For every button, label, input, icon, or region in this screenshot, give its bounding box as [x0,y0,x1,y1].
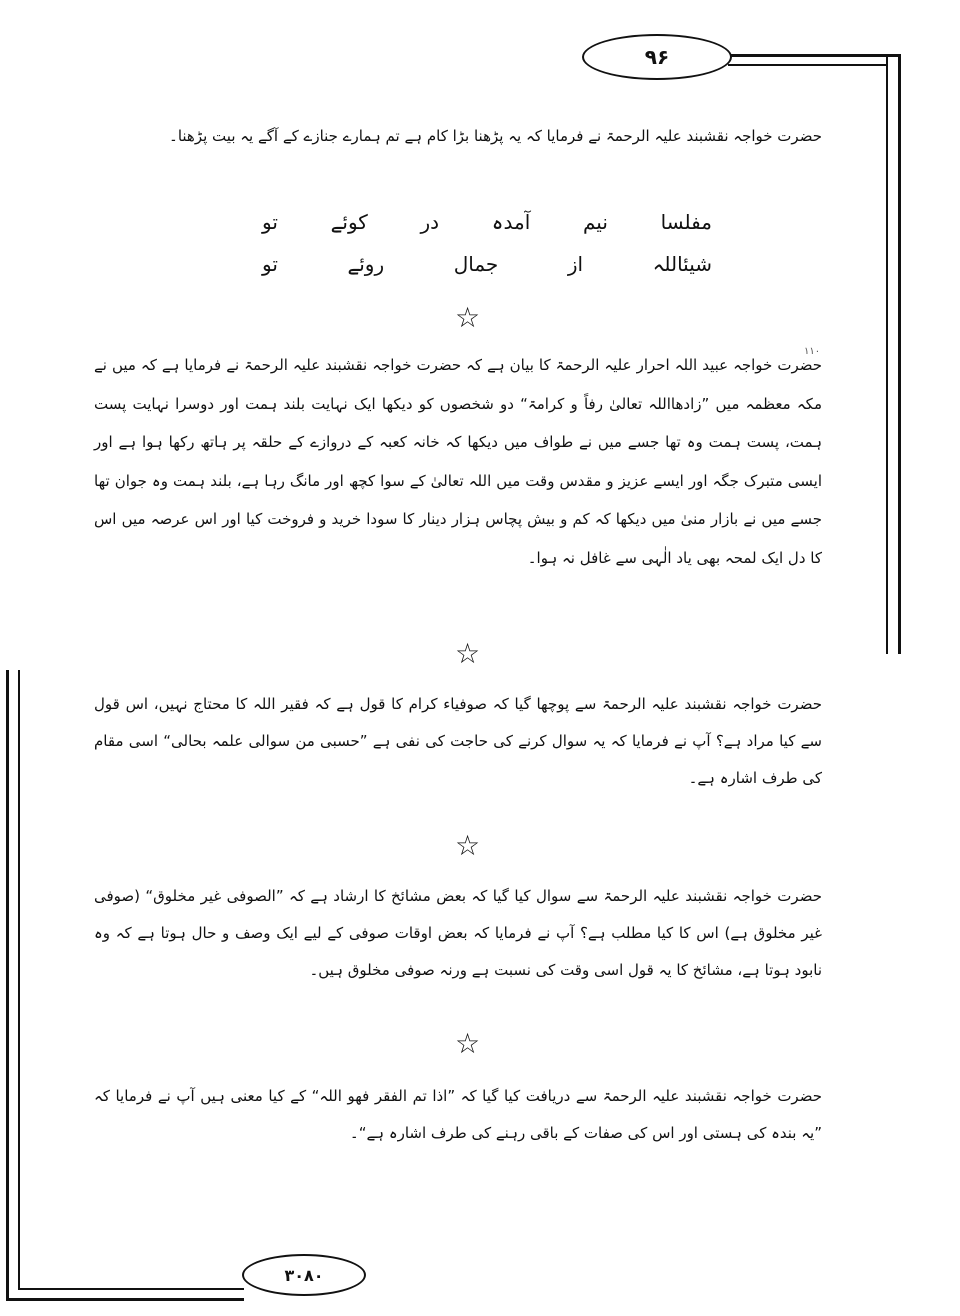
paragraph-3: حضرت خواجہ نقشبند علیہ الرحمۃ سے پوچھا گیا کہ صوفیاء کرام کا قول ہے کہ فقیر اللہ کا محتاج نہیں، اس قول سے کیا مراد ہے؟ آپ نے فرمایا کہ یہ سوال کرنے کی حاجت کی نفی ہے ”حسبی من سوالی علمہ بحالی“ اسی مقام کی طرف اشارہ ہے۔ [94,695,822,787]
verse-word: تو [262,210,278,234]
verse-line-1 [262,210,712,234]
page-number-badge [582,34,732,80]
frame-left-inner [18,670,20,1290]
verse-word: آمدہ [491,210,531,234]
star-separator-icon: ☆ [455,1027,481,1060]
star-separator-icon: ☆ [455,301,481,334]
verse-word: روئے [347,252,385,276]
footer-badge [242,1254,366,1296]
frame-left-outer [6,670,9,1300]
paragraph-4: حضرت خواجہ نقشبند علیہ الرحمۃ سے سوال کیا گیا کہ بعض مشائخ کا ارشاد ہے کہ ”الصوفی غیر مخلوق“ (صوفی غیر مخلوق ہے) اس کا کیا مطلب ہے؟ آپ نے فرمایا کہ بعض اوقات صوفی کے لیے ایک وصف و حال ہوتا ہے کہ وہ نابود ہوتا ہے، مشائخ کا یہ قول اسی وقت کی نسبت ہے ورنہ صوفی مخلوق ہیں۔ [94,887,822,979]
paragraph-1: حضرت خواجہ نقشبند علیہ الرحمۃ نے فرمایا کہ یہ پڑھنا بڑا کام ہے تم ہمارے جنازے کے آگے یہ بیت پڑھنا۔ [169,127,822,145]
verse-word: از [567,252,584,276]
verse-word: مفلسا [660,210,712,234]
verse-word: تو [262,252,278,276]
verse-word: کوئے [330,210,368,234]
frame-top-line-inner [728,64,888,66]
frame-right-outer [898,54,901,654]
verse-word: جمال [453,252,499,276]
star-separator-icon: ☆ [455,637,481,670]
footer-label: ۳۰۸۰ [284,1265,324,1285]
frame-right-inner [886,54,888,654]
verse-word: شیئاللہ [652,252,712,276]
star-separator-icon: ☆ [455,829,481,862]
verse-word: نیم [582,210,608,234]
frame-top-line [728,54,900,57]
frame-bottom-outer [6,1298,244,1301]
frame-bottom-inner [18,1288,244,1290]
verse-line-2 [262,252,712,276]
margin-mark: ۱۱۰ [804,346,821,357]
paragraph-5: حضرت خواجہ نقشبند علیہ الرحمۃ سے دریافت کیا گیا کہ ”اذا تم الفقر فھو اللہ“ کے کیا معنی ہیں آپ نے فرمایا کہ ”یہ بندہ کی ہستی اور اس کی صفات کے باقی رہنے کی طرف اشارہ ہے“۔ [94,1087,822,1142]
verse-word: در [420,210,440,234]
paragraph-2: حضرت خواجہ عبید اللہ احرار علیہ الرحمۃ کا بیان ہے کہ حضرت خواجہ نقشبند علیہ الرحمۃ نے فرمایا ہے کہ میں نے مکہ معظمہ میں ”زادھااللہ تعالیٰ رفاً و کرامۃ“ دو شخصوں کو دیکھا ایک نہایت بلند ہمت اور دوسرا نہایت پست ہمت، پست ہمت وہ تھا جسے میں نے طواف میں دیکھا کہ خانہ کعبہ کے دروازے کے حلقہ پر ہاتھ رکھا ہوا ہے اور ایسی متبرک جگہ اور ایسے عزیز و مقدس وقت میں اللہ تعالیٰ کے سوا کچھ اور مانگ رہا ہے، بلند ہمت وہ جوان تھا جسے میں نے بازار منیٰ میں دیکھا کہ کم و بیش پچاس ہزار دینار کا سودا خرید و فروخت کیا اور اس عرصہ میں اس کا دل ایک لمحہ بھی یاد الٰہی سے غافل نہ ہوا۔ [94,356,822,567]
page-number: ۹۶ [644,45,670,69]
